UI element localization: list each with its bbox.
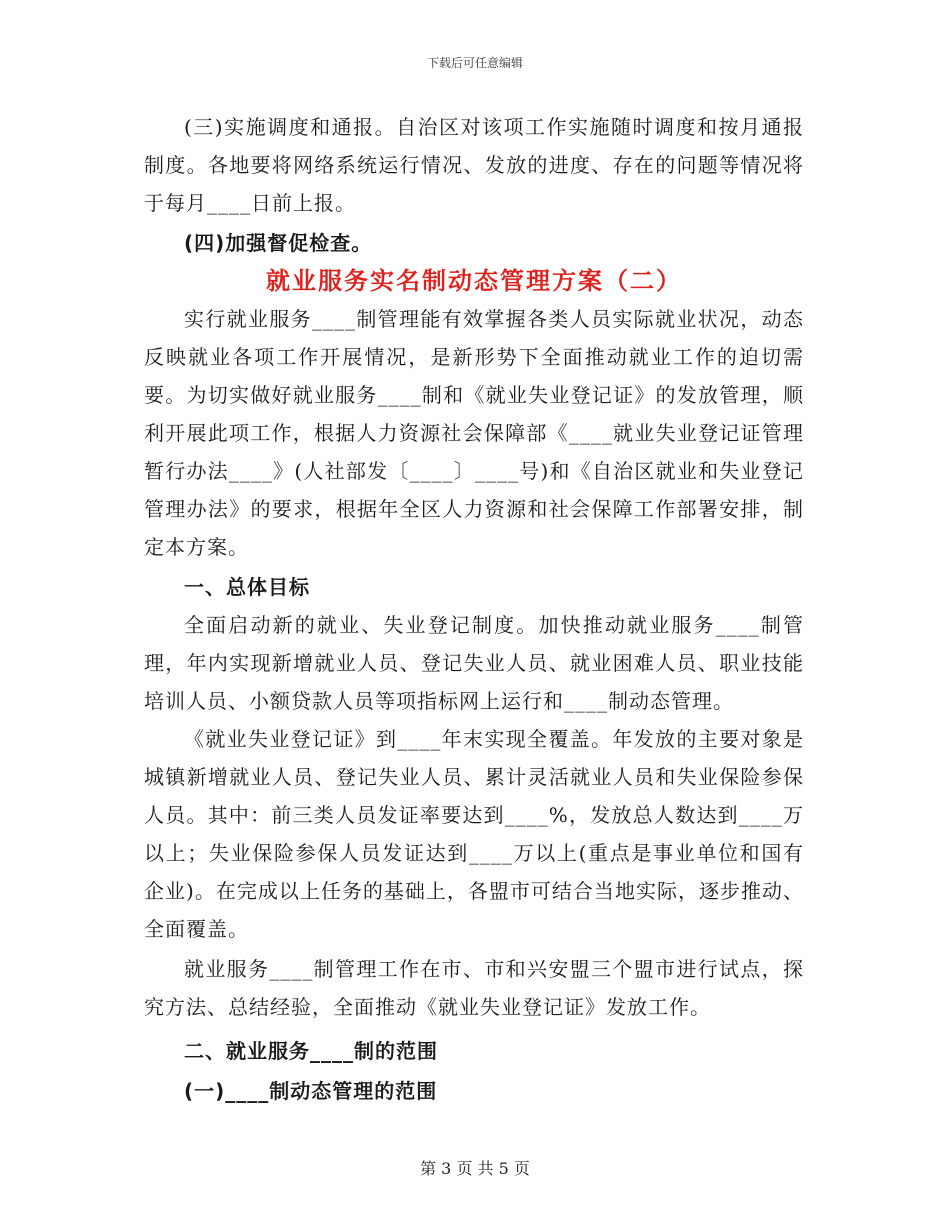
document-title: 就业服务实名制动态管理方案（二） [266, 267, 682, 295]
section1-paragraph-3: 就业服务____制管理工作在市、市和兴安盟三个盟市进行试点，探究方法、总结经验，全面推动《就业失业登记证》发放工作。 [144, 957, 804, 1019]
header-note: 下载后可任意编辑 [426, 56, 523, 70]
section2-heading: 二、就业服务____制的范围 [184, 1039, 438, 1063]
page-footer: 第 3 页 共 5 页 [420, 1159, 530, 1178]
paragraph-3: (三)实施调度和通报。自治区对该项工作实施随时调度和按月通报制度。各地要将网络系统运行情况、发放的进度、存在的问题等情况将于每月____日前上报。 [144, 115, 804, 215]
section1-heading: 一、总体目标 [184, 575, 310, 599]
section1-paragraph-1: 全面启动新的就业、失业登记制度。加快推动就业服务____制管理，年内实现新增就业人员、登记失业人员、就业困难人员、职业技能培训人员、小额贷款人员等项指标网上运行和____制动态管理。 [144, 613, 804, 713]
intro-paragraph: 实行就业服务____制管理能有效掌握各类人员实际就业状况，动态反映就业各项工作开展情况，是新形势下全面推动就业工作的迫切需要。为切实做好就业服务____制和《就业失业登记证》的发放管理，顺利开展此项工作，根据人力资源社会保障部《____就业失业登记证管理暂行办法____》(人社部发〔____〕____号)和《自治区就业和失业登记管理办法》的要求，根据年全区人力资源和社会保障工作部署安排，制定本方案。 [144, 307, 804, 559]
section2-subheading-1: (一)____制动态管理的范围 [184, 1079, 438, 1103]
section1-paragraph-2: 《就业失业登记证》到____年末实现全覆盖。年发放的主要对象是城镇新增就业人员、登记失业人员、累计灵活就业人员和失业保险参保人员。其中：前三类人员发证率要达到____%，发放总人数达到____万以上；失业保险参保人员发证达到____万以上(重点是事业单位和国有企业)。在完成以上任务的基础上，各盟市可结合当地实际，逐步推动、全面覆盖。 [144, 727, 804, 941]
paragraph-4-heading: (四)加强督促检查。 [184, 231, 373, 255]
document-body [144, 108, 804, 1110]
